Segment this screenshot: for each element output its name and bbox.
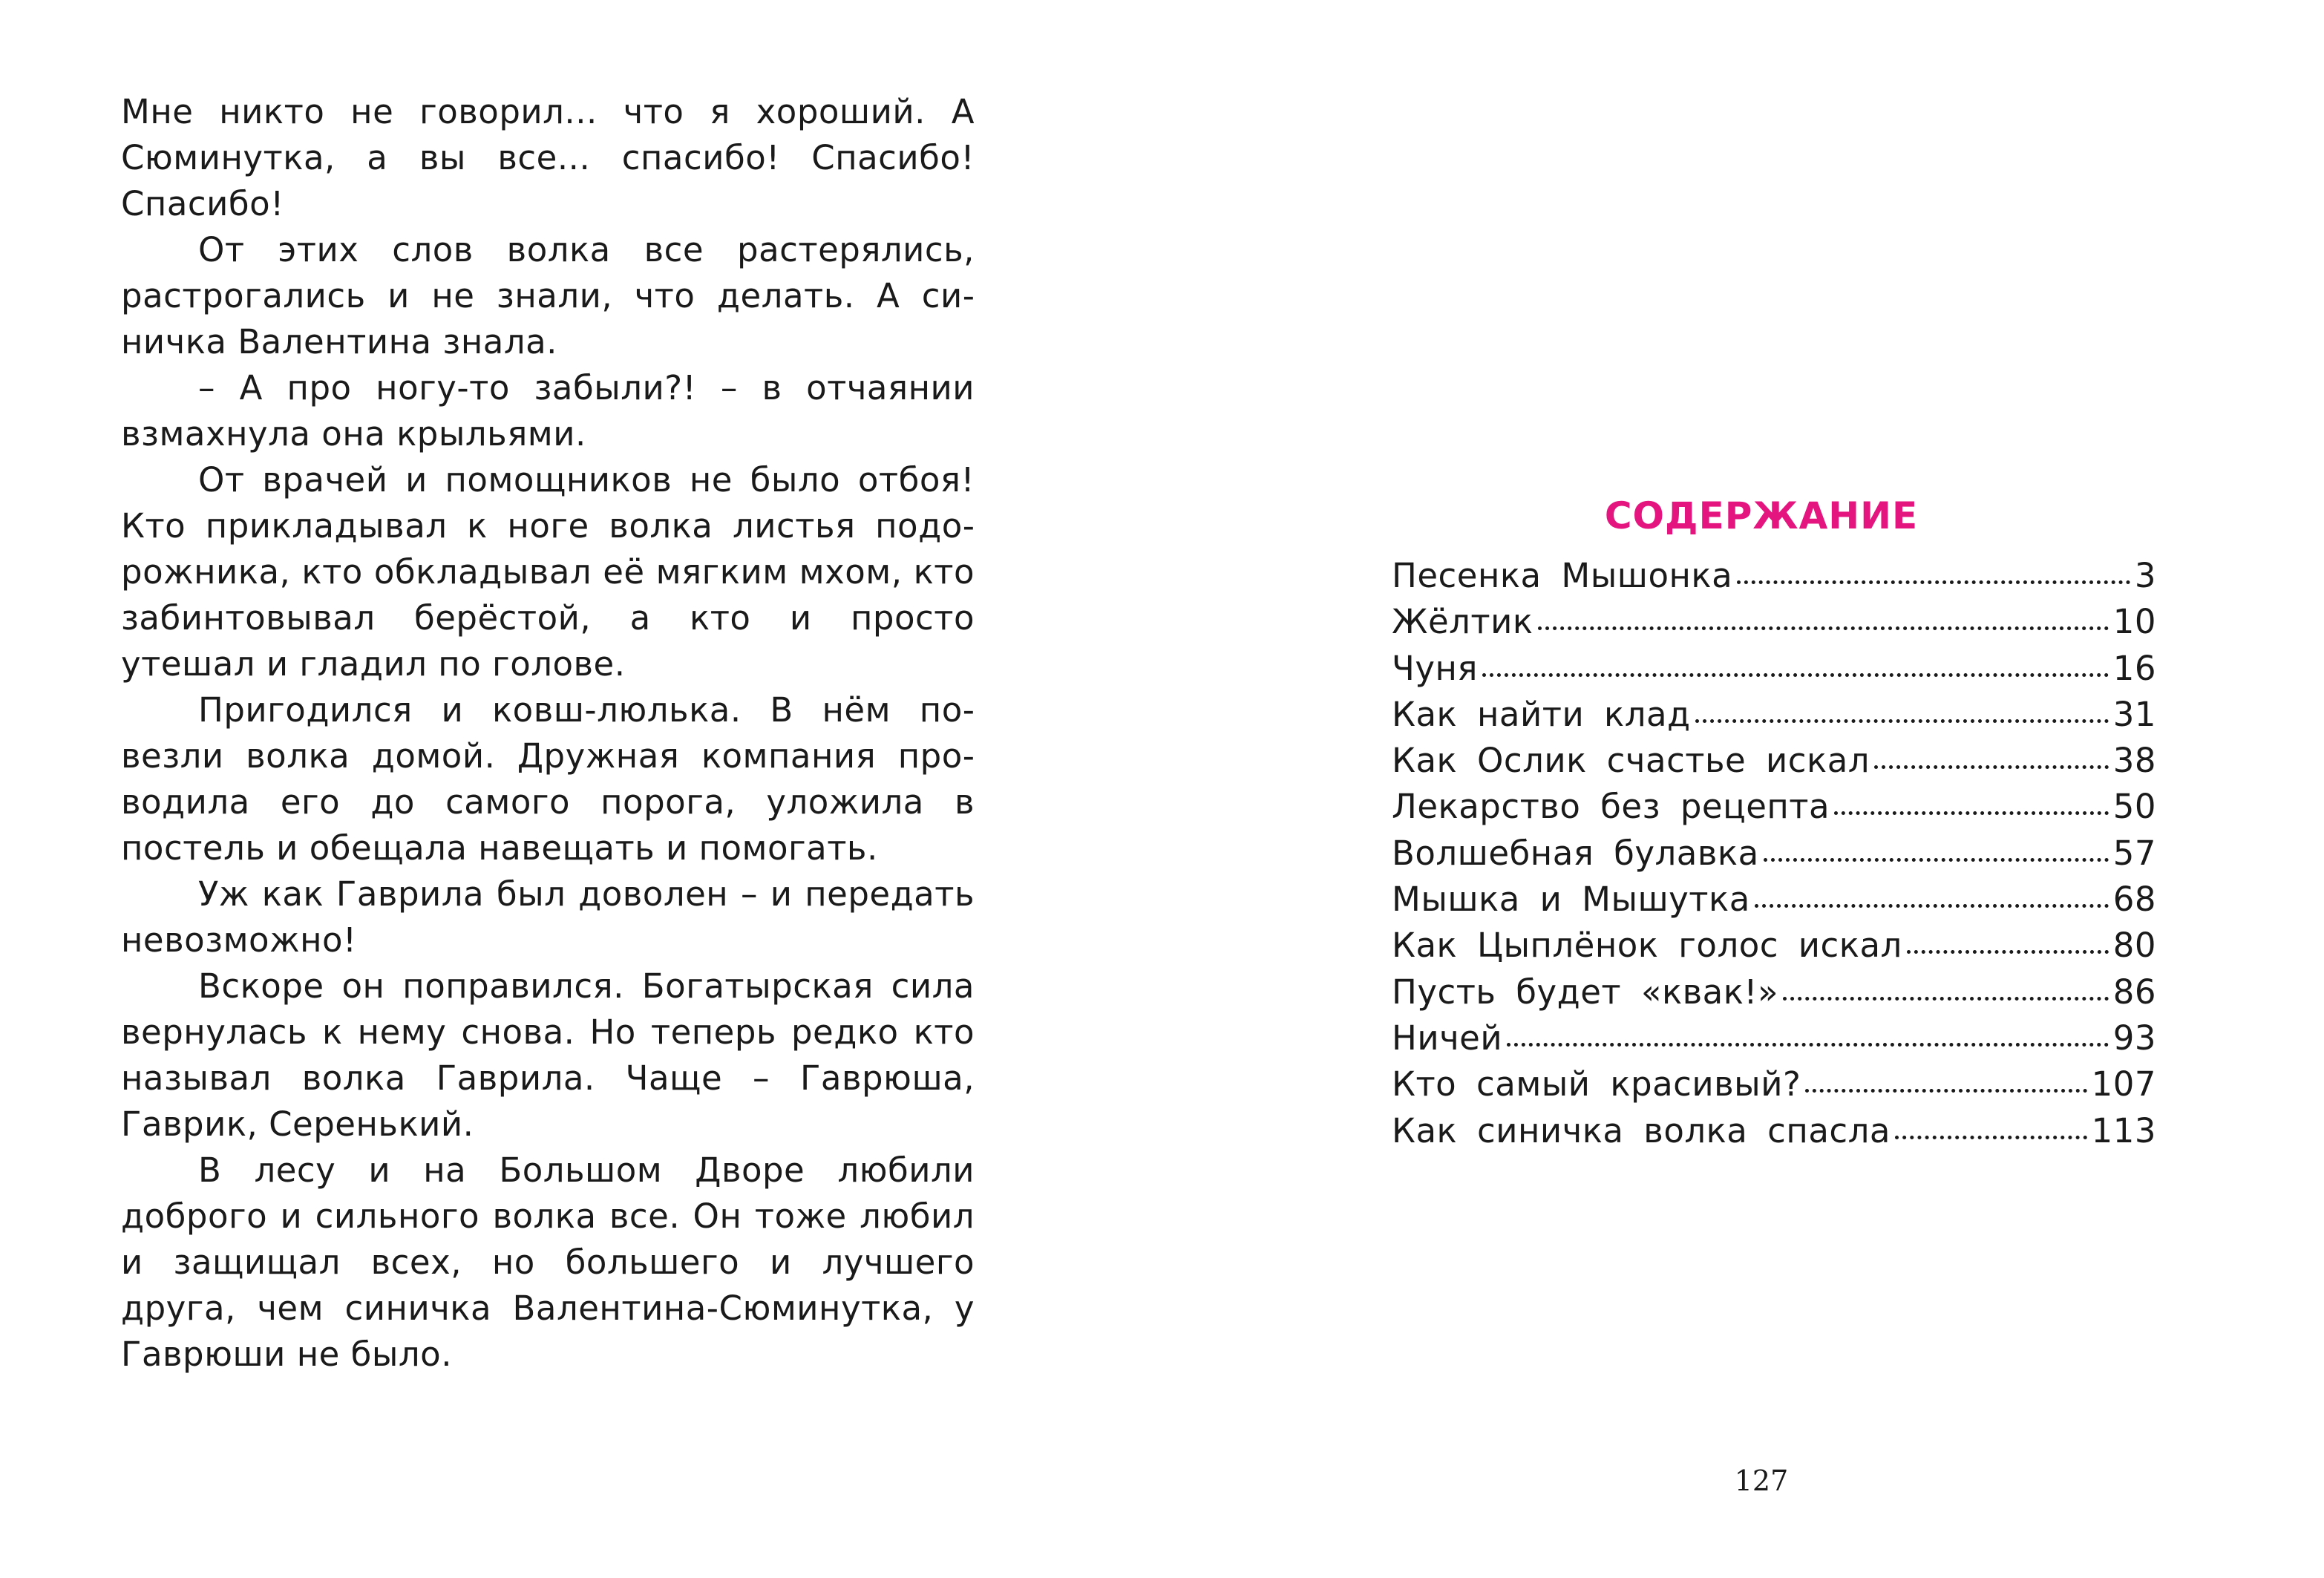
toc-entry[interactable] — [1392, 831, 2156, 877]
toc-entry-title: Песенка Мышонка — [1392, 556, 1733, 595]
story-paragraph: Мне никто не говорил... что я хороший. А Сюминутка, а вы все... спасибо! Спасибо! Спасибо! — [121, 92, 975, 223]
toc-entry-title: Жёлтик — [1392, 602, 1533, 642]
toc-entry-title: Как Цыплёнок голос искал — [1392, 926, 1902, 966]
toc-entry-title: Лекарство без рецепта — [1392, 787, 1830, 827]
dot-leader — [1783, 997, 2109, 1001]
toc-entry-page: 38 — [2112, 741, 2156, 781]
toc-entry-page: 10 — [2112, 602, 2156, 642]
toc-entry[interactable] — [1392, 877, 2156, 923]
story-paragraph: От врачей и помощников не было отбоя! Кто прикладывал к ноге волка листья подорожника, кто обкладывал её мягким мхом, кто забинтовывал берёстой, а кто и просто утешал и гладил по голове. — [121, 460, 975, 684]
right-page — [1162, 0, 2324, 1578]
dot-leader — [1755, 904, 2109, 908]
toc-entry[interactable] — [1392, 599, 2156, 645]
story-paragraph: От этих слов волка все растерялись, растрогались и не знали, что делать. А синичка Валентина знала. — [121, 230, 975, 361]
toc-entry-title: Как найти клад — [1392, 694, 1691, 734]
story-paragraph: Пригодился и ковш-люлька. В нём повезли волка домой. Дружная компания проводила его до самого порога, уложила в постель и обещала навещать и помогать. — [121, 690, 975, 868]
toc-entry-page: 113 — [2091, 1110, 2156, 1150]
dot-leader — [1695, 719, 2109, 723]
toc-entry-page: 68 — [2112, 880, 2156, 920]
toc-entry[interactable] — [1392, 1108, 2156, 1154]
toc-entry-page: 50 — [2112, 787, 2156, 827]
dot-leader — [1482, 673, 2109, 677]
toc-entry-title: Как Ослик счастье искал — [1392, 741, 1870, 781]
toc-entry[interactable] — [1392, 1061, 2156, 1107]
toc-entry-title: Как синичка волка спасла — [1392, 1110, 1891, 1150]
dot-leader — [1764, 858, 2109, 862]
toc-entry-page: 31 — [2112, 694, 2156, 734]
story-text — [121, 89, 975, 1378]
contents-heading: СОДЕРЖАНИЕ — [1604, 494, 1919, 537]
dot-leader — [1834, 811, 2109, 815]
toc-entry-page: 93 — [2112, 1018, 2156, 1058]
toc-entry-page: 16 — [2112, 648, 2156, 688]
toc-entry-title: Ничей — [1392, 1018, 1503, 1058]
dot-leader — [1907, 950, 2109, 954]
dot-leader — [1538, 626, 2109, 630]
dot-leader — [1895, 1136, 2087, 1139]
dot-leader — [1805, 1089, 2086, 1093]
toc-entry[interactable] — [1392, 1015, 2156, 1061]
story-paragraph: Уж как Гаврила был доволен – и передать невозможно! — [121, 874, 975, 960]
table-of-contents — [1392, 553, 2156, 1154]
story-paragraph: В лесу и на Большом Дворе любили доброго и сильного волка все. Он тоже любил и защищал всех, но большего и лучшего друга, чем синичка Валентина-Сюминутка, у Гаврюши не было. — [121, 1150, 975, 1374]
toc-entry-title: Чуня — [1392, 648, 1478, 688]
story-paragraph: Вскоре он поправился. Богатырская сила вернулась к нему снова. Но теперь редко кто называл волка Гаврила. Чаще – Гаврюша, Гаврик, Серенький. — [121, 966, 975, 1144]
toc-entry[interactable] — [1392, 553, 2156, 599]
toc-entry-page: 107 — [2091, 1064, 2156, 1104]
toc-entry-title: Пусть будет «квак!» — [1392, 972, 1779, 1012]
toc-entry-page: 80 — [2112, 926, 2156, 966]
story-paragraph: – А про ногу-то забыли?! – в отчаянии взмахнула она крыльями. — [121, 368, 975, 454]
toc-entry-page: 86 — [2112, 972, 2156, 1012]
toc-entry[interactable] — [1392, 692, 2156, 738]
toc-entry[interactable] — [1392, 923, 2156, 969]
toc-entry[interactable] — [1392, 784, 2156, 830]
toc-entry[interactable] — [1392, 646, 2156, 692]
toc-entry-page: 3 — [2134, 556, 2156, 595]
toc-entry[interactable] — [1392, 969, 2156, 1015]
toc-entry-page: 57 — [2112, 833, 2156, 873]
dot-leader — [1507, 1043, 2109, 1047]
dot-leader — [1737, 580, 2130, 584]
page-number: 127 — [1734, 1464, 1789, 1497]
toc-entry[interactable] — [1392, 738, 2156, 784]
toc-entry-title: Мышка и Мышутка — [1392, 880, 1750, 920]
dot-leader — [1874, 765, 2109, 769]
toc-entry-title: Кто самый красивый? — [1392, 1064, 1801, 1104]
toc-entry-title: Волшебная булавка — [1392, 833, 1759, 873]
